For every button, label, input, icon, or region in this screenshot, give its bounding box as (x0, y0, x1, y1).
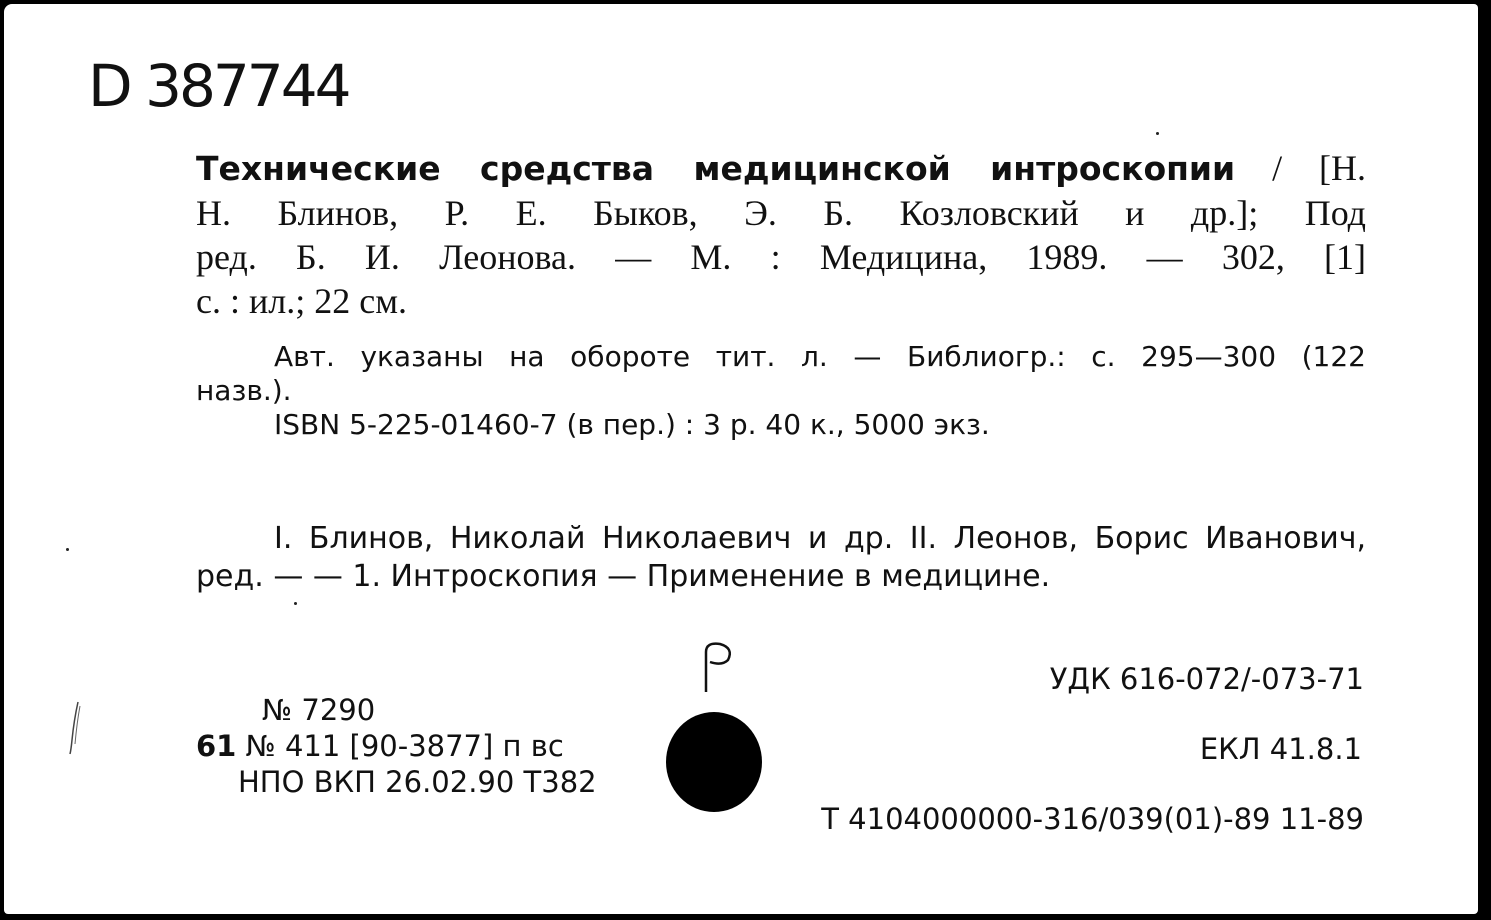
footer-order: № 411 [90-3877] п вс (245, 729, 564, 763)
pencil-mark (66, 700, 84, 756)
ekl-code: ЕКЛ 41.8.1 (1199, 732, 1362, 766)
handwritten-mark (694, 638, 754, 698)
footer-order-line (196, 728, 597, 764)
note-line-2: назв.). (196, 374, 292, 407)
description-line-3: ред. Б. И. Леонова. — М. : Медицина, 1989. — 302, [1] (196, 237, 1366, 277)
description-line-2: Н. Блинов, Р. Е. Быков, Э. Б. Козловский и др.]; Под (196, 193, 1366, 233)
description-line-4: с. : ил.; 22 см. (196, 281, 407, 321)
book-title: Технические средства медицинской интроскопии (196, 149, 1236, 188)
footer-number: № 7290 (262, 693, 376, 727)
dust-speck (1156, 132, 1159, 135)
t-number: Т 4104000000-316/039(01)-89 11-89 (821, 802, 1364, 836)
tracing-line-2: ред. — — 1. Интроскопия — Применение в медицине. (196, 559, 1051, 594)
notes (196, 340, 1366, 442)
isbn-line: ISBN 5-225-01460-7 (в пер.) : 3 р. 40 к., 5000 экз. (274, 408, 990, 441)
footer-prefix: 61 (196, 729, 237, 763)
dust-speck (66, 548, 69, 551)
note-line-1: Авт. указаны на обороте тит. л. — Библиогр.: с. 295—300 (122 (274, 340, 1366, 373)
catalog-card (4, 4, 1478, 914)
bibliographic-description (196, 146, 1366, 323)
description-line-1 (196, 146, 1366, 191)
udk-code: УДК 616-072/-073-71 (1049, 662, 1364, 696)
tracings (196, 520, 1366, 596)
scan-edge-right (1477, 0, 1491, 920)
punch-hole (666, 712, 762, 812)
description-line-1-rest: / [Н. (1235, 148, 1366, 188)
dust-speck (294, 602, 297, 605)
tracing-line-1: I. Блинов, Николай Николаевич и др. II. Леонов, Борис Иванович, (274, 521, 1366, 556)
footer-publisher: НПО ВКП 26.02.90 Т382 (238, 765, 597, 799)
footer-left (196, 692, 597, 800)
call-number: D 387744 (88, 52, 349, 120)
